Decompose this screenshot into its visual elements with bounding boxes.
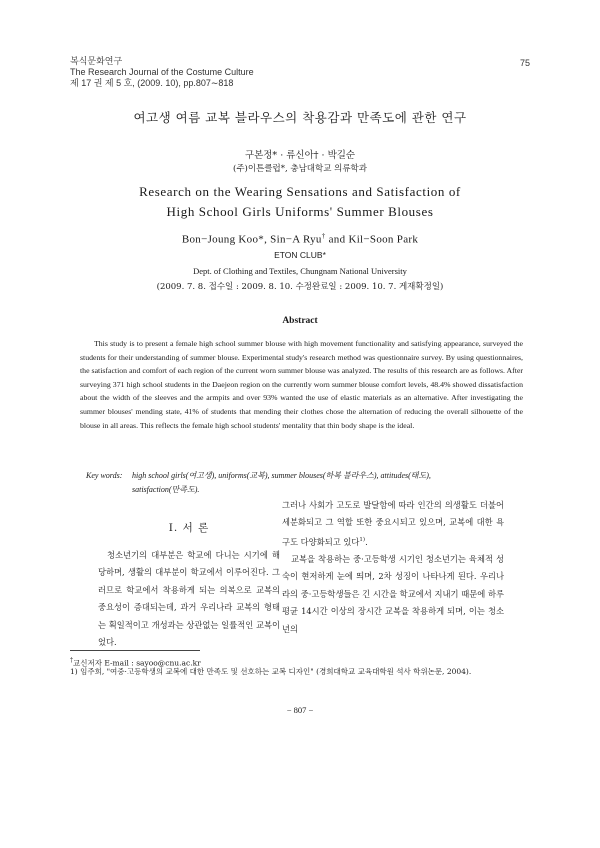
journal-english-name: The Research Journal of the Costume Culture — [70, 67, 254, 77]
footnote-dagger: † — [70, 657, 73, 664]
english-authors-part-a: Bon−Joung Koo*, Sin−A Ryu — [181, 233, 322, 246]
english-affiliation-department: Dept. of Clothing and Textiles, Chungnam National University — [193, 266, 407, 276]
right-column — [282, 497, 504, 638]
right-column-paragraph-2: 교복을 착용하는 중·고등학생 시기인 청소년기는 육체적 성숙이 현저하게 눈에 띄며, 2차 성징이 나타나게 된다. 우리나라의 중·고등학생들은 긴 시간을 학교에서 지내기 때문에 하루 평균 14시간 이상의 장시간 교복을 착용하게 되며, 이는 청소년의 — [282, 553, 504, 634]
right-column-paragraph-1 — [282, 497, 504, 551]
keywords-line-2: satisfaction(만족도). — [132, 485, 200, 494]
korean-affiliation: (주)이튼클럽*, 충남대학교 의류학과 — [233, 164, 367, 174]
right-paragraph-1-text: 그러나 사회가 고도로 발달함에 따라 인간의 의생활도 더불어 세분화되고 그 역할 또한 중요시되고 있으며, 교복에 대한 욕구도 다양화되고 있다 — [282, 500, 504, 547]
korean-title: 여고생 여름 교복 블라우스의 착용감과 만족도에 관한 연구 — [133, 110, 467, 125]
english-title-line-2: High School Girls Uniforms' Summer Blouses — [166, 204, 434, 219]
right-paragraph-1-end: . — [365, 536, 368, 547]
left-column — [98, 547, 280, 651]
footnote-author-text: 교신저자 E-mail : sayoo@cnu.ac.kr — [73, 658, 201, 668]
abstract-heading: Abstract — [282, 316, 318, 326]
keywords-line-1: high school girls(여고생), uniforms(교복), summer blouses(하복 블라우스), attitudes(태도), — [132, 471, 431, 480]
korean-authors: 구본정* · 류신아† · 박길순 — [244, 150, 356, 161]
abstract-body: This study is to present a female high school summer blouse with high movement functionality and satisfying appearance, surveyed the students for their understanding of summer blouse. Experimental study's research method was questionnaire survey. By using questionnaires, the satisfaction and comfort of each region of the current worn summer blouse was analyzed. The results of this research are as follows. After surveying 371 high school students in the Daejeon region on the currently worn summer blouse comfort levels, 48.4% showed dissatisfaction about the width of the sleeves and the armpits and over 93% wanted the use of elastic materials as an alternative. After investigating the summer blouses' mending state, 41% of students that mending their clothes chose the alternation of reducing the overall silhouette of the blouse in all areas. This reflects the female high school students' mentality that thin body shape is the ideal. — [80, 339, 523, 430]
section-heading-introduction: Ⅰ. 서 론 — [168, 522, 210, 534]
journal-header — [70, 56, 254, 89]
left-column-paragraph: 청소년기의 대부분은 학교에 다니는 시기에 해당하며, 생활의 대부분이 학교에서 이루어진다. 그러므로 학교에서 착용하게 되는 의복으로 교복의 중요성이 증대되는데, 과거 우리나라 교복의 형태는 획일적이고 개성과는 상관없는 일률적인 교복이었다. — [98, 550, 280, 648]
english-title-line-1: Research on the Wearing Sensations and Satisfaction of — [139, 184, 461, 199]
footnote-reference-1: 1) — [359, 536, 366, 543]
footnote-reference: 1) 임주희, "여중·고등학생의 교복에 대한 만족도 및 선호하는 교복 디자인" (경희대학교 교육대학원 석사 학위논문, 2004). — [70, 667, 472, 676]
journal-issue: 제 17 권 제 5 호, (2009. 10), pp.807∼818 — [70, 78, 234, 88]
english-authors-part-b: and Kil−Soon Park — [325, 233, 419, 246]
english-authors — [0, 232, 600, 246]
footer-page-number: − 807 − — [286, 705, 314, 715]
submission-dates: (2009. 7. 8. 접수일 : 2009. 8. 10. 수정완료일 : 2009. 10. 7. 게재확정일) — [156, 282, 444, 292]
journal-korean-name: 복식문화연구 — [70, 56, 123, 66]
page-number: 75 — [519, 58, 530, 68]
footnote-divider — [70, 650, 200, 651]
keywords — [86, 469, 516, 497]
english-affiliation-company: ETON CLUB* — [274, 250, 326, 260]
keywords-label: Key words: — [86, 471, 123, 480]
corresponding-dagger: † — [321, 232, 326, 240]
